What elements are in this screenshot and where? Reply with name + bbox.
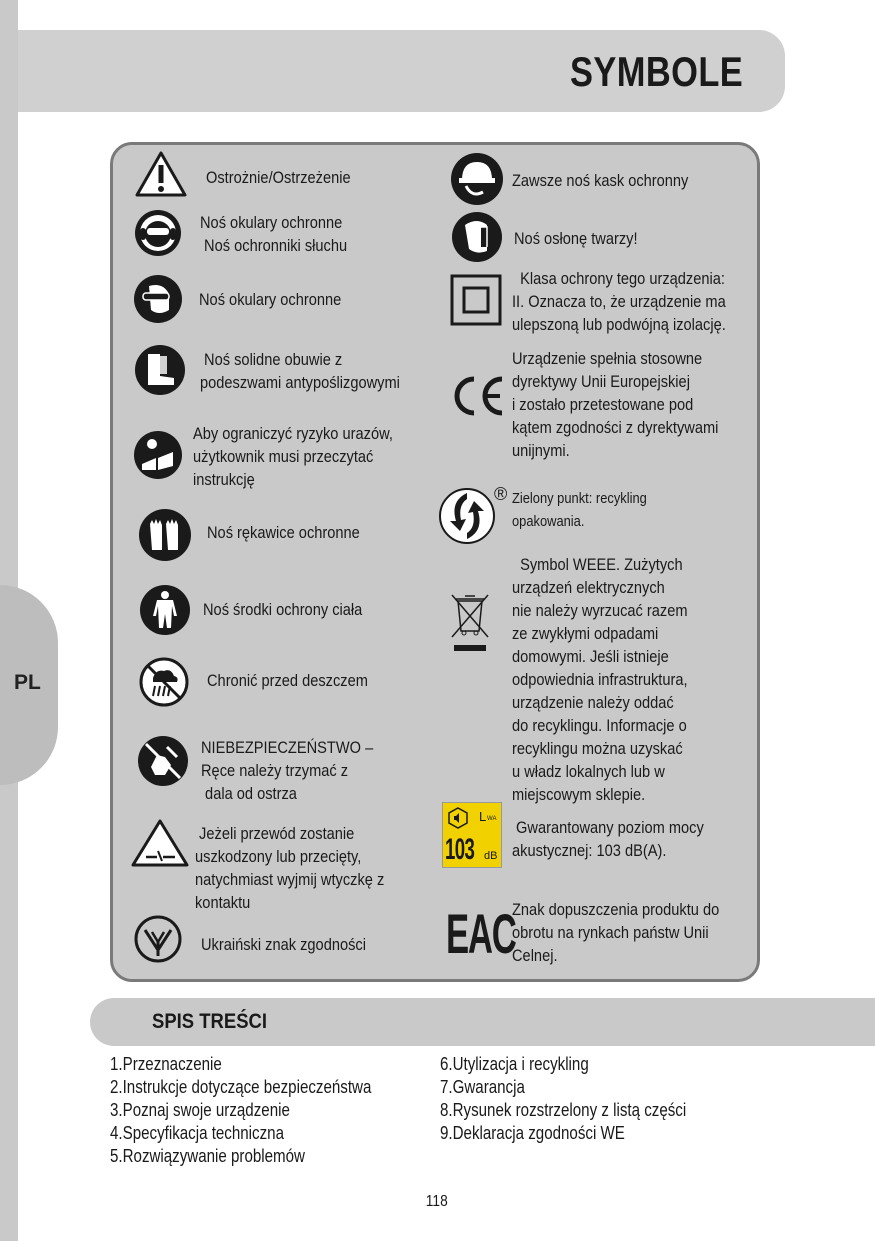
toc-item: 4.Specyfikacja techniczna (110, 1123, 284, 1143)
symbol-text-safety-glasses: Noś okulary ochronne (199, 290, 342, 309)
sound-power-label-sub: WA (487, 816, 497, 822)
page-title: SYMBOLE (569, 48, 743, 95)
warning-triangle-icon (135, 150, 187, 198)
gloves-icon (138, 508, 192, 562)
toc-title: SPIS TREŚCI (152, 1010, 268, 1033)
weee-bin-icon (448, 591, 492, 655)
no-rain-icon (138, 656, 190, 708)
protective-suit-icon (139, 584, 191, 636)
toc-item: 8.Rysunek rozstrzelony z listą części (440, 1100, 687, 1120)
sound-power-unit: dB (484, 850, 498, 862)
toc-item: 7.Gwarancja (440, 1077, 525, 1097)
page-number: 118 (425, 1193, 448, 1210)
symbol-text-weee: Symbol WEEE. Zużytych urządzeń elektrycznych nie należy wyrzucać razem ze zwykłymi odpadami domowymi. Jeśli istnieje odpowiednia infrastruktura, urządzenie należy oddać do recyklingu. Informacje o recyklingu można uzyskać u władz lokalnych lub w miejscowym sklepie. (512, 555, 688, 804)
sound-power-icon (442, 802, 502, 868)
symbol-text-warning: Ostrożnie/Ostrzeżenie (206, 168, 351, 187)
safety-boots-icon (134, 344, 186, 396)
read-manual-icon (133, 430, 183, 480)
symbol-text-protective-suit: Noś środki ochrony ciała (203, 600, 363, 619)
symbol-text-goggles-earmuffs: Noś okulary ochronne Noś ochronniki słuchu (200, 213, 348, 255)
keep-hands-away-icon (137, 735, 189, 787)
sound-power-label: L (479, 809, 487, 824)
symbol-text-ce-mark: Urządzenie spełnia stosowne dyrektywy Unii Europejskiej i zostało przetestowane pod kątem zgodności z dyrektywami unijnymi. (512, 349, 719, 460)
language-label: PL (14, 671, 41, 694)
symbol-text-damaged-cable: Jeżeli przewód zostanie uszkodzony lub przecięty, natychmiast wyjmij wtyczkę z kontaktu (195, 824, 385, 912)
registered-trademark-mark: ® (494, 484, 508, 504)
toc-item: 5.Rozwiązywanie problemów (110, 1146, 305, 1166)
symbol-text-double-insulation: Klasa ochrony tego urządzenia: II. Oznacza to, że urządzenie ma ulepszoną lub podwójną izolację. (512, 269, 726, 334)
symbol-text-safety-boots: Noś solidne obuwie z podeszwami antypoślizgowymi (200, 350, 400, 392)
title-bar (18, 30, 785, 112)
safety-glasses-icon (133, 274, 183, 324)
symbol-text-ukraine-conformity: Ukraiński znak zgodności (201, 935, 366, 954)
sound-speaker-icon (447, 807, 469, 829)
symbol-text-green-dot: Zielony punkt: recykling opakowania. (512, 490, 647, 530)
symbol-text-helmet: Zawsze noś kask ochronny (512, 171, 689, 190)
symbol-text-no-rain: Chronić przed deszczem (207, 671, 368, 690)
symbol-text-face-shield: Noś osłonę twarzy! (514, 229, 638, 248)
symbol-text-read-manual: Aby ograniczyć ryzyko urazów, użytkownik musi przeczytać instrukcję (193, 424, 393, 489)
toc-item: 9.Deklaracja zgodności WE (440, 1123, 625, 1143)
symbol-text-sound-power: Gwarantowany poziom mocy akustycznej: 103 dB(A). (512, 818, 704, 860)
toc-header-bar (90, 998, 875, 1046)
face-shield-icon (451, 211, 503, 263)
damaged-cable-icon (131, 818, 189, 868)
toc-item: 3.Poznaj swoje urządzenie (110, 1100, 290, 1120)
symbol-text-keep-hands-away: NIEBEZPIECZEŃSTWO – Ręce należy trzymać z dala od ostrza (201, 738, 374, 803)
toc-item: 6.Utylizacja i recykling (440, 1054, 589, 1074)
helmet-icon (450, 152, 504, 206)
green-dot-icon (438, 487, 496, 545)
double-insulation-icon (449, 273, 503, 327)
sound-power-value: 103 (445, 833, 475, 866)
symbol-text-eac-mark: Znak dopuszczenia produktu do obrotu na rynkach państw Unii Celnej. (512, 900, 720, 965)
goggles-earmuffs-icon (133, 208, 183, 258)
ukraine-conformity-icon (133, 914, 183, 964)
ce-mark-icon (448, 373, 506, 419)
toc-item: 2.Instrukcje dotyczące bezpieczeństwa (110, 1077, 372, 1097)
eac-mark-icon: EAC (446, 902, 516, 965)
toc-item: 1.Przeznaczenie (110, 1054, 222, 1074)
symbol-text-gloves: Noś rękawice ochronne (207, 523, 360, 542)
